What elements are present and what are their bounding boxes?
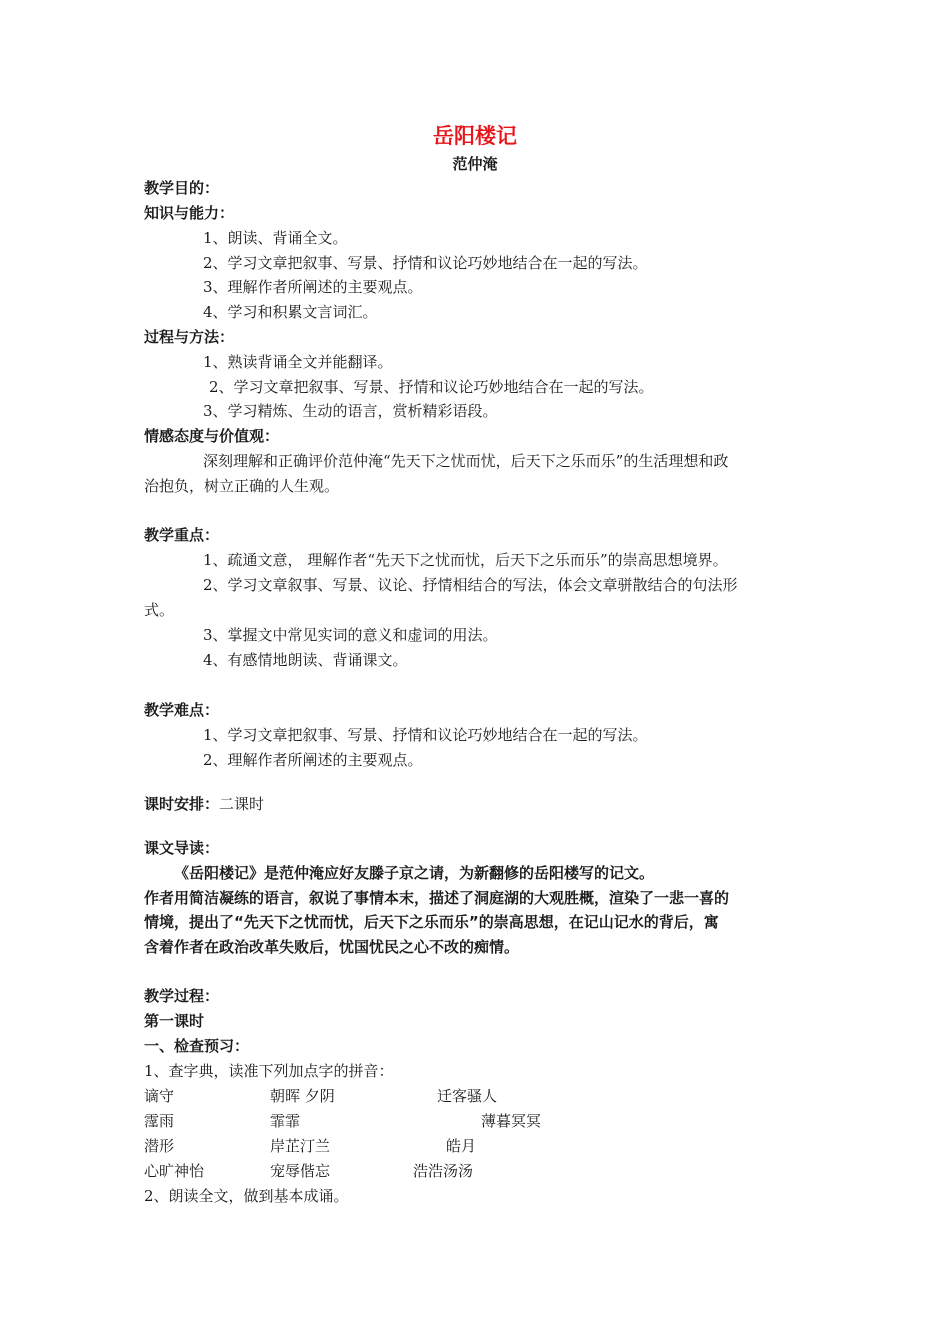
- vocab-word: 岸芷汀兰: [270, 1137, 331, 1155]
- vocab-word: 迁客骚人: [437, 1087, 498, 1105]
- paragraph-line: 治抱负，树立正确的人生观。: [144, 477, 340, 495]
- vocab-word: 薄暮冥冥: [481, 1112, 542, 1130]
- list-item: 3、理解作者所阐述的主要观点。: [203, 278, 423, 296]
- list-item: 1、熟读背诵全文并能翻译。: [203, 353, 393, 371]
- key-points-heading: 教学重点：: [144, 526, 220, 544]
- process-heading: 过程与方法：: [144, 328, 235, 346]
- list-item: 式。: [144, 601, 175, 619]
- list-item: 4、学习和积累文言词汇。: [203, 303, 378, 321]
- schedule-value: 二课时: [219, 795, 265, 813]
- vocab-word: 皓月: [446, 1137, 477, 1155]
- list-item: 2、理解作者所阐述的主要观点。: [203, 751, 423, 769]
- vocab-word: 浩浩汤汤: [413, 1162, 474, 1180]
- lesson-heading: 第一课时: [144, 1012, 205, 1030]
- list-item: 2、学习文章叙事、写景、议论、抒情相结合的写法，体会文章骈散结合的句法形: [203, 576, 738, 594]
- intro-line: 《岳阳楼记》是范仲淹应好友滕子京之请，为新翻修的岳阳楼写的记文。: [174, 864, 655, 882]
- list-item: 1、朗读、背诵全文。: [203, 229, 348, 247]
- paragraph-line: 深刻理解和正确评价范仲淹“先天下之忧而忧，后天下之乐而乐”的生活理想和政: [203, 452, 729, 470]
- vocab-word: 霏霏: [270, 1112, 301, 1130]
- intro-heading: 课文导读：: [144, 839, 220, 857]
- difficulties-heading: 教学难点：: [144, 701, 220, 719]
- list-item: 2、学习文章把叙事、写景、抒情和议论巧妙地结合在一起的写法。: [209, 378, 654, 396]
- vocab-word: 谪守: [144, 1087, 175, 1105]
- schedule-line: [144, 794, 264, 814]
- author-name: 范仲淹: [452, 155, 498, 173]
- list-item: 3、掌握文中常见实词的意义和虚词的用法。: [203, 626, 498, 644]
- vocab-word: 心旷神怡: [144, 1162, 205, 1180]
- step-heading: 一、检查预习：: [144, 1037, 250, 1055]
- document-title: 岳阳楼记: [433, 124, 517, 148]
- attitude-heading: 情感态度与价值观：: [144, 427, 280, 445]
- vocab-word: 宠辱偕忘: [270, 1162, 331, 1180]
- list-item: 3、学习精炼、生动的语言，赏析精彩语段。: [203, 402, 498, 420]
- vocab-word: 霪雨: [144, 1112, 175, 1130]
- list-item: 1、疏通文意， 理解作者“先天下之忧而忧，后天下之乐而乐”的崇高思想境界。: [203, 551, 728, 569]
- vocab-word: 朝晖 夕阴: [270, 1087, 335, 1105]
- intro-line: 情境，提出了“先天下之忧而忧，后天下之乐而乐”的崇高思想，在记山记水的背后，寓: [144, 913, 719, 931]
- vocab-word: 潜形: [144, 1137, 175, 1155]
- intro-line: 作者用简洁凝练的语言，叙说了事情本末，描述了洞庭湖的大观胜概，渲染了一悲一喜的: [144, 889, 730, 907]
- knowledge-heading: 知识与能力：: [144, 204, 235, 222]
- schedule-heading: 课时安排：: [144, 795, 220, 813]
- list-item: 4、有感情地朗读、背诵课文。: [203, 651, 408, 669]
- objectives-heading: 教学目的：: [144, 179, 220, 197]
- list-item: 2、学习文章把叙事、写景、抒情和议论巧妙地结合在一起的写法。: [203, 254, 648, 272]
- intro-line: 含着作者在政治改革失败后，忧国忧民之心不改的痴情。: [144, 938, 520, 956]
- list-item: 1、学习文章把叙事、写景、抒情和议论巧妙地结合在一起的写法。: [203, 726, 648, 744]
- task-line: 2、朗读全文，做到基本成诵。: [144, 1187, 349, 1205]
- task-line: 1、查字典，读准下列加点字的拼音：: [144, 1062, 394, 1080]
- process-section-heading: 教学过程：: [144, 987, 220, 1005]
